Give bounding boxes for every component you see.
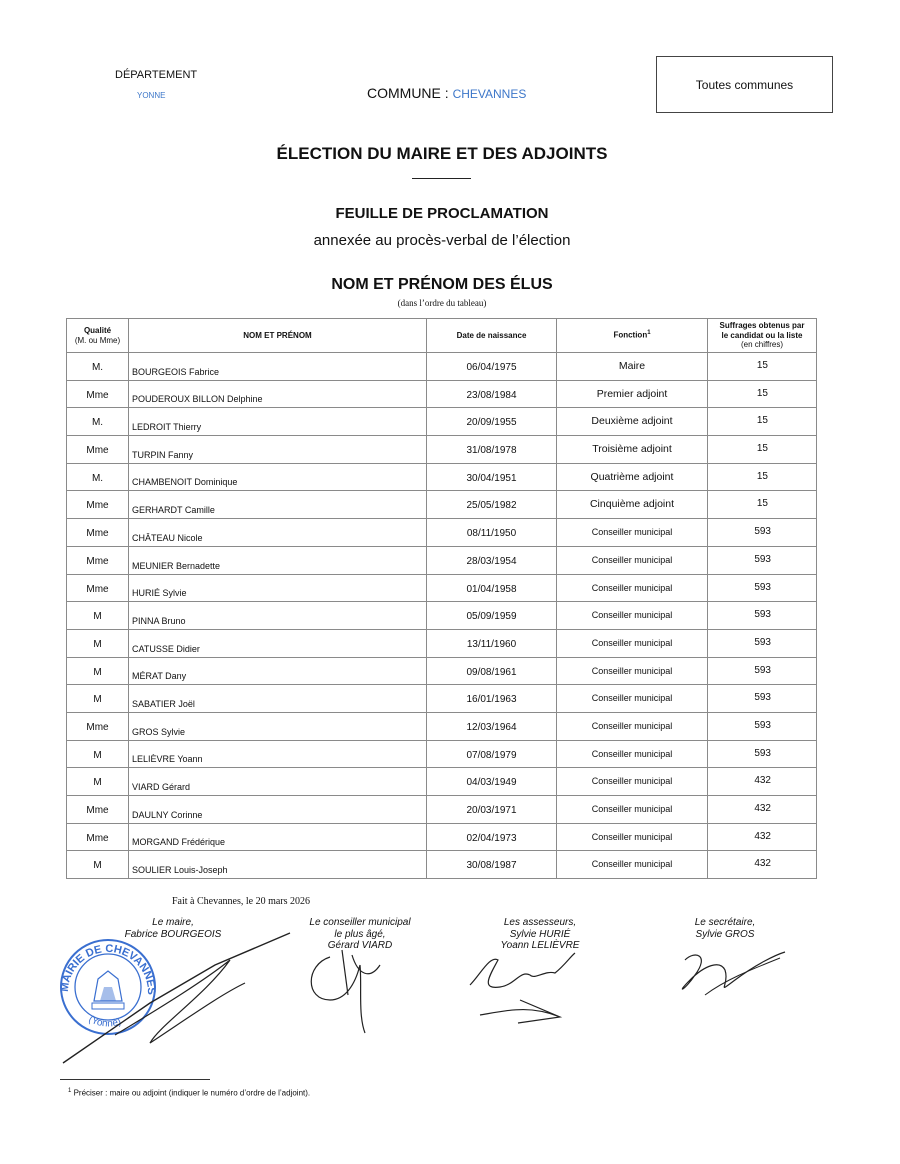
cell-fonction: Conseiller municipal <box>557 602 708 630</box>
footnote-divider <box>60 1079 210 1080</box>
table-header-row <box>67 319 817 353</box>
cell-qualite: Mme <box>67 519 129 547</box>
cell-naissance: 13/11/1960 <box>427 629 557 657</box>
table-row <box>67 574 817 602</box>
cell-qualite: Mme <box>67 380 129 408</box>
elected-table <box>66 318 817 879</box>
cell-suffrages: 593 <box>708 657 817 685</box>
table-row <box>67 353 817 381</box>
table-row <box>67 380 817 408</box>
cell-nom: LEDROIT Thierry <box>129 408 427 436</box>
cell-fonction: Premier adjoint <box>557 380 708 408</box>
table-row <box>67 796 817 824</box>
header-fonction: Fonction$^1$ <box>557 319 708 353</box>
cell-naissance: 01/04/1958 <box>427 574 557 602</box>
cell-qualite: M <box>67 740 129 768</box>
cell-naissance: 20/09/1955 <box>427 408 557 436</box>
page-title: ÉLECTION DU MAIRE ET DES ADJOINTS <box>276 144 608 163</box>
sheet-subtitle: annexée au procès-verbal de l’élection <box>313 232 571 249</box>
table-row <box>67 436 817 464</box>
cell-qualite: M. <box>67 408 129 436</box>
cell-nom: VIARD Gérard <box>129 768 427 796</box>
cell-suffrages: 593 <box>708 602 817 630</box>
cell-qualite: M <box>67 629 129 657</box>
cell-fonction: Troisième adjoint <box>557 436 708 464</box>
signature-conseiller-title: Le conseiller municipal le plus âgé, Gérard VIARD <box>309 917 411 951</box>
cell-nom: LELIÈVRE Yoann <box>129 740 427 768</box>
cell-nom: GERHARDT Camille <box>129 491 427 519</box>
cell-fonction: Maire <box>557 353 708 381</box>
table-row <box>67 463 817 491</box>
cell-suffrages: 432 <box>708 823 817 851</box>
cell-fonction: Conseiller municipal <box>557 712 708 740</box>
header-qualite: Qualité (M. ou Mme) <box>67 319 129 353</box>
cell-naissance: 12/03/1964 <box>427 712 557 740</box>
table-row <box>67 657 817 685</box>
cell-naissance: 23/08/1984 <box>427 380 557 408</box>
cell-fonction: Cinquième adjoint <box>557 491 708 519</box>
cell-qualite: M <box>67 768 129 796</box>
cell-fonction: Conseiller municipal <box>557 823 708 851</box>
cell-suffrages: 593 <box>708 519 817 547</box>
cell-nom: MEUNIER Bernadette <box>129 546 427 574</box>
cell-fonction: Conseiller municipal <box>557 546 708 574</box>
header-suffrages: Suffrages obtenus par le candidat ou la liste (en chiffres) <box>708 319 817 353</box>
cell-naissance: 31/08/1978 <box>427 436 557 464</box>
signature-assesseurs-title: Les assesseurs, Sylvie HURIÉ Yoann LELIÈVRE <box>500 917 580 951</box>
cell-qualite: Mme <box>67 546 129 574</box>
cell-nom: GROS Sylvie <box>129 712 427 740</box>
table-row <box>67 768 817 796</box>
cell-nom: MORGAND Frédérique <box>129 823 427 851</box>
order-note: (dans l’ordre du tableau) <box>397 298 487 308</box>
footnote: $^1$ Préciser : maire ou adjoint (indiquer le numéro d’ordre de l’adjoint). <box>68 1088 311 1098</box>
cell-fonction: Conseiller municipal <box>557 796 708 824</box>
cell-suffrages: 15 <box>708 380 817 408</box>
cell-naissance: 06/04/1975 <box>427 353 557 381</box>
title-divider <box>412 178 471 179</box>
department-label: DÉPARTEMENT <box>115 69 198 81</box>
cell-naissance: 16/01/1963 <box>427 685 557 713</box>
signature-secretaire <box>665 940 795 1010</box>
cell-naissance: 05/09/1959 <box>427 602 557 630</box>
cell-naissance: 20/03/1971 <box>427 796 557 824</box>
cell-fonction: Conseiller municipal <box>557 768 708 796</box>
place-date: Fait à Chevannes, le 20 mars 2026 <box>172 896 311 907</box>
cell-fonction: Conseiller municipal <box>557 629 708 657</box>
cell-qualite: M. <box>67 463 129 491</box>
elected-title: NOM ET PRÉNOM DES ÉLUS <box>331 276 553 293</box>
table-row <box>67 491 817 519</box>
table-row <box>67 408 817 436</box>
cell-nom: DAULNY Corinne <box>129 796 427 824</box>
table-row <box>67 740 817 768</box>
cell-fonction: Conseiller municipal <box>557 851 708 879</box>
table-row <box>67 602 817 630</box>
cell-suffrages: 432 <box>708 768 817 796</box>
cell-qualite: Mme <box>67 491 129 519</box>
cell-naissance: 08/11/1950 <box>427 519 557 547</box>
cell-nom: CHAMBENOIT Dominique <box>129 463 427 491</box>
table-row <box>67 629 817 657</box>
cell-fonction: Conseiller municipal <box>557 574 708 602</box>
cell-qualite: Mme <box>67 712 129 740</box>
cell-qualite: Mme <box>67 574 129 602</box>
cell-suffrages: 593 <box>708 712 817 740</box>
cell-suffrages: 15 <box>708 463 817 491</box>
cell-nom: TURPIN Fanny <box>129 436 427 464</box>
svg-text:(Yonne): (Yonne) <box>86 1013 123 1030</box>
cell-suffrages: 593 <box>708 574 817 602</box>
signature-conseiller <box>300 945 400 1040</box>
cell-fonction: Deuxième adjoint <box>557 408 708 436</box>
cell-fonction: Conseiller municipal <box>557 519 708 547</box>
cell-suffrages: 593 <box>708 740 817 768</box>
cell-suffrages: 15 <box>708 436 817 464</box>
department-value: YONNE <box>137 91 166 100</box>
sheet-title: FEUILLE DE PROCLAMATION <box>335 205 549 222</box>
cell-suffrages: 432 <box>708 796 817 824</box>
cell-suffrages: 15 <box>708 491 817 519</box>
commune-label: COMMUNE : <box>367 85 449 101</box>
cell-nom: PINNA Bruno <box>129 602 427 630</box>
cell-naissance: 25/05/1982 <box>427 491 557 519</box>
cell-naissance: 07/08/1979 <box>427 740 557 768</box>
cell-nom: CHÂTEAU Nicole <box>129 519 427 547</box>
cell-nom: POUDEROUX BILLON Delphine <box>129 380 427 408</box>
cell-qualite: M. <box>67 353 129 381</box>
cell-qualite: M <box>67 685 129 713</box>
signature-assesseurs <box>460 945 590 1025</box>
table-row <box>67 823 817 851</box>
category-box-text: Toutes communes <box>695 78 794 92</box>
cell-suffrages: 15 <box>708 353 817 381</box>
cell-nom: SABATIER Joël <box>129 685 427 713</box>
cell-suffrages: 593 <box>708 685 817 713</box>
cell-suffrages: 15 <box>708 408 817 436</box>
cell-fonction: Conseiller municipal <box>557 685 708 713</box>
table-row <box>67 851 817 879</box>
cell-naissance: 30/08/1987 <box>427 851 557 879</box>
cell-naissance: 28/03/1954 <box>427 546 557 574</box>
cell-qualite: M <box>67 657 129 685</box>
cell-fonction: Conseiller municipal <box>557 657 708 685</box>
commune <box>367 85 526 101</box>
signature-secretaire-title: Le secrétaire, Sylvie GROS <box>694 917 756 940</box>
table-row <box>67 519 817 547</box>
cell-naissance: 04/03/1949 <box>427 768 557 796</box>
cell-naissance: 02/04/1973 <box>427 823 557 851</box>
cell-fonction: Quatrième adjoint <box>557 463 708 491</box>
cell-nom: HURIÉ Sylvie <box>129 574 427 602</box>
cell-naissance: 30/04/1951 <box>427 463 557 491</box>
cell-qualite: Mme <box>67 796 129 824</box>
category-box <box>656 56 833 113</box>
cell-suffrages: 593 <box>708 546 817 574</box>
cell-nom: MÉRAT Dany <box>129 657 427 685</box>
cell-nom: BOURGEOIS Fabrice <box>129 353 427 381</box>
table-row <box>67 685 817 713</box>
cell-qualite: M <box>67 851 129 879</box>
table-row <box>67 712 817 740</box>
cell-qualite: Mme <box>67 436 129 464</box>
cell-suffrages: 593 <box>708 629 817 657</box>
cell-nom: CATUSSE Didier <box>129 629 427 657</box>
cell-qualite: M <box>67 602 129 630</box>
cell-suffrages: 432 <box>708 851 817 879</box>
signature-maire <box>55 925 305 1075</box>
cell-fonction: Conseiller municipal <box>557 740 708 768</box>
commune-value: CHEVANNES <box>452 87 527 101</box>
table-row <box>67 546 817 574</box>
header-naissance: Date de naissance <box>427 319 557 353</box>
signature-maire-title: Le maire, Fabrice BOURGEOIS <box>124 917 222 940</box>
header-nom: NOM ET PRÉNOM <box>129 319 427 353</box>
cell-qualite: Mme <box>67 823 129 851</box>
cell-naissance: 09/08/1961 <box>427 657 557 685</box>
cell-nom: SOULIER Louis-Joseph <box>129 851 427 879</box>
svg-text:MAIRIE DE CHEVANNES: MAIRIE DE CHEVANNES <box>58 942 158 995</box>
